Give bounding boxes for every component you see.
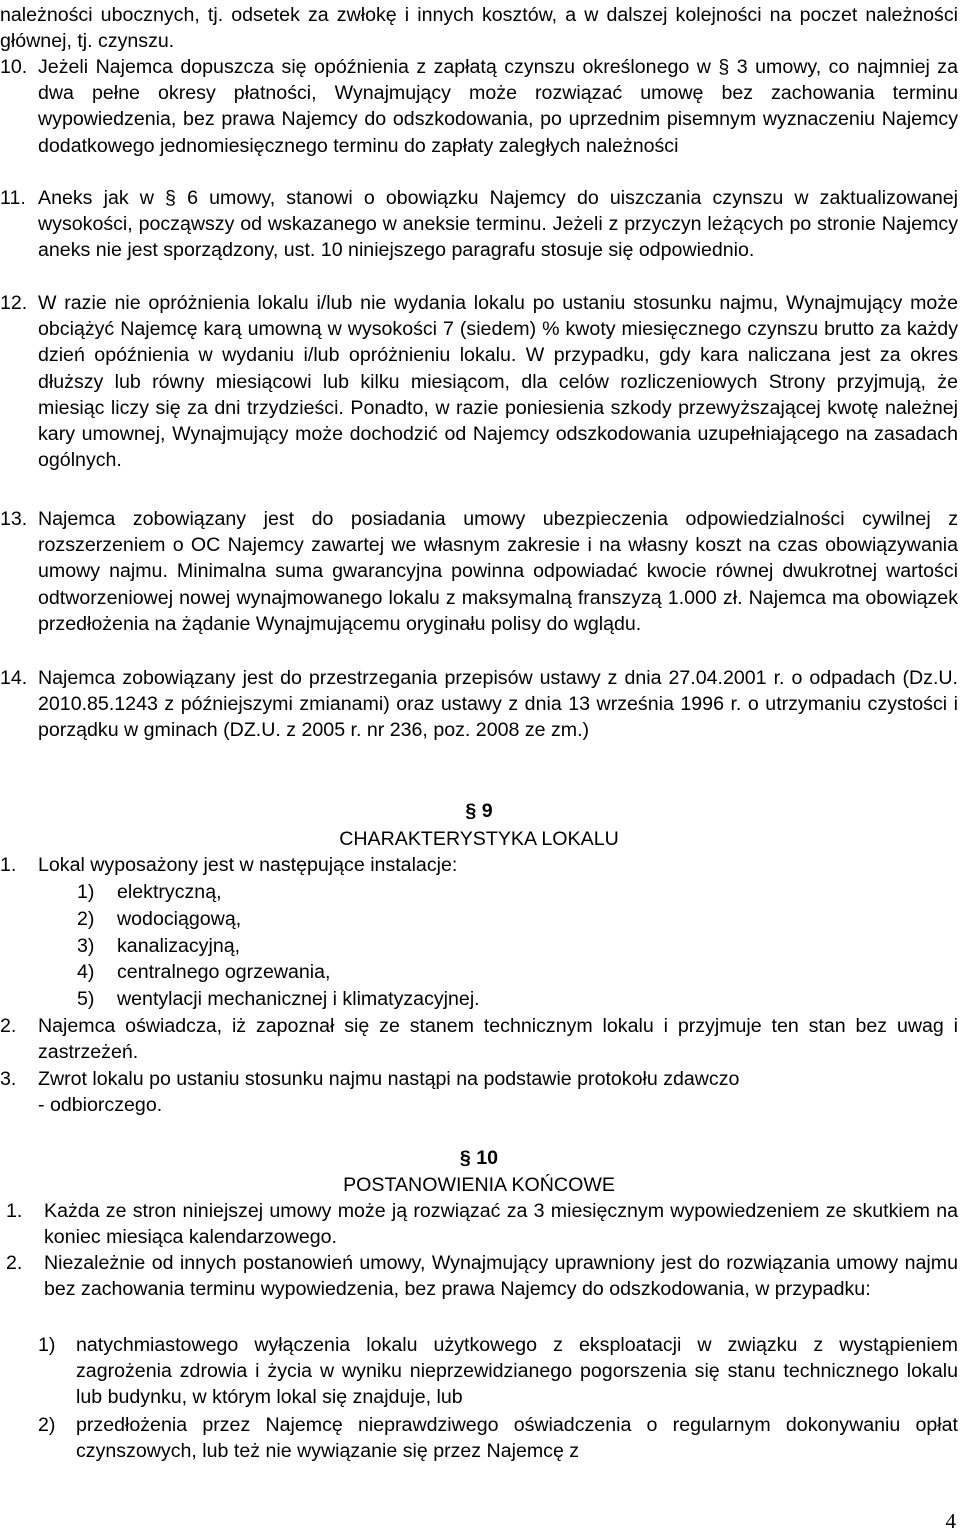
item-text: Najemca zobowiązany jest do przestrzegania przepisów ustawy z dnia 27.04.2001 r. o odpadach (Dz.U. 2010.85.1243 z późniejszymi zmianami) oraz ustawy z dnia 13 września 1996 r. o utrzymaniu czystości i porządku w gminach (DZ.U. z 2005 r. nr 236, poz. 2008 ze zm.) <box>38 667 958 742</box>
case-item <box>38 1412 958 1464</box>
sub-number: 2) <box>38 1414 56 1436</box>
item-number: 3. <box>0 1068 17 1090</box>
sub-number: 5) <box>77 988 95 1010</box>
item-text: Aneks jak w § 6 umowy, stanowi o obowiązku Najemcy do uiszczania czynszu w zaktualizowanej wysokości, począwszy od wskazanego w aneksie terminu. Jeżeli z przyczyn leżących po stronie Najemcy aneks nie jest sporządzony, ust. 10 niniejszego paragrafu stosuje się odpowiednio. <box>38 187 958 262</box>
continuation-paragraph: należności ubocznych, tj. odsetek za zwłokę i innych kosztów, a w dalszej kolejności na poczet należności głównej, tj. czynszu. <box>0 4 958 53</box>
item-text: Najemca zobowiązany jest do posiadania umowy ubezpieczenia odpowiedzialności cywilnej z rozszerzeniem o OC Najemcy zawartej we własnym zakresie i na własny koszt na czas obowiązywania umowy najmu. Minimalna suma gwarancyjna powinna odpowiadać kwocie równej dwukrotnej wartości odtworzeniowej nowej wynajmowanego lokalu z maksymalną franszyzą 1.000 zł. Najemca ma obowiązek przedłożenia na żądanie Wynajmującemu oryginału polisy do wglądu. <box>38 508 958 635</box>
item-number: 14. <box>0 667 28 689</box>
sub-text: centralnego ogrzewania, <box>117 961 331 983</box>
s9-item-3 <box>0 1066 958 1118</box>
section-9-number: § 9 <box>465 800 493 822</box>
section-10-title: POSTANOWIENIA KOŃCOWE <box>343 1174 615 1196</box>
installation-item <box>77 986 480 1012</box>
list-item-13 <box>0 506 958 637</box>
item-text: Jeżeli Najemca dopuszcza się opóźnienia z zapłatą czynszu określonego w § 3 umowy, co najmniej za dwa pełne okresy płatności, Wynajmujący może rozwiązać umowę bez zachowania terminu wypowiedzenia, bez prawa Najemcy do odszkodowania, po uprzednim pisemnym wyznaczeniu Najemcy dodatkowego jednomiesięcznego terminu do zapłaty zaległych należności <box>38 56 958 157</box>
item-number: 10. <box>0 56 28 78</box>
s9-item-2 <box>0 1013 958 1065</box>
sub-number: 1) <box>77 881 95 903</box>
item-text-line-2: - odbiorczego. <box>38 1094 163 1117</box>
installation-item <box>77 879 222 905</box>
item-text: Każda ze stron niniejszej umowy może ją rozwiązać za 3 miesięcznym wypowiedzeniem ze skutkiem na koniec miesiąca kalendarzowego. <box>44 1200 958 1249</box>
installation-item <box>77 933 241 959</box>
item-number: 13. <box>0 508 28 530</box>
sub-text: kanalizacyjną, <box>117 935 241 957</box>
item-number: 1. <box>6 1200 23 1222</box>
case-item <box>38 1332 958 1411</box>
item-text: Lokal wyposażony jest w następujące instalacje: <box>38 854 458 876</box>
list-item-14 <box>0 665 958 744</box>
installation-item <box>77 959 331 985</box>
page-number: 4 <box>945 1509 956 1533</box>
item-text: W razie nie opróżnienia lokalu i/lub nie wydania lokalu po ustaniu stosunku najmu, Wynajmujący może obciążyć Najemcę karą umowną w wysokości 7 (siedem) % kwoty miesięcznego czynszu brutto za każdy dzień opóźnienia w wydaniu i/lub opróżnieniu lokalu. W przypadku, gdy kara naliczana jest za okres dłuższy lub równy miesiącowi lub kilku miesiącom, dla celów rozliczeniowych Strony przyjmują, że miesiąc liczy się za dni trzydzieści. Ponadto, w razie poniesienia szkody przewyższającej kwotę należnej kary umownej, Wynajmujący może dochodzić od Najemcy odszkodowania uzupełniającego na zasadach ogólnych. <box>38 292 958 472</box>
s9-item-1 <box>0 852 958 878</box>
item-number: 1. <box>0 854 17 876</box>
sub-number: 4) <box>77 961 95 983</box>
s10-item-1 <box>0 1198 958 1250</box>
sub-number: 2) <box>77 908 95 930</box>
section-10-number: § 10 <box>459 1147 499 1169</box>
item-text: Niezależnie od innych postanowień umowy, Wynajmujący uprawniony jest do rozwiązania umowy najmu bez zachowania terminu wypowiedzenia, bez prawa Najemcy do odszkodowania, w przypadku: <box>44 1252 958 1301</box>
sub-text: wentylacji mechanicznej i klimatyzacyjnej. <box>117 988 480 1010</box>
s10-item-2 <box>0 1250 958 1302</box>
sub-text: wodociągową, <box>117 908 242 930</box>
sub-text: natychmiastowego wyłączenia lokalu użytkowego z eksploatacji w związku z wystąpieniem zagrożenia zdrowia i życia w wyniku nieprzewidzianego pogorszenia się stanu technicznego lokalu lub budynku, w którym lokal się znajduje, lub <box>76 1334 958 1409</box>
item-number: 11. <box>0 187 26 209</box>
sub-text: przedłożenia przez Najemcę nieprawdziwego oświadczenia o regularnym dokonywaniu opłat czynszowych, lub też nie wywiązanie się przez Najemcę z <box>76 1414 958 1463</box>
list-item-12 <box>0 290 958 473</box>
sub-number: 3) <box>77 935 95 957</box>
list-item-11 <box>0 185 958 264</box>
item-number: 2. <box>0 1015 17 1037</box>
installation-item <box>77 906 242 932</box>
item-text-line-1: Zwrot lokalu po ustaniu stosunku najmu nastąpi na podstawie protokołu zdawczo <box>38 1068 740 1090</box>
item-number: 2. <box>6 1252 23 1274</box>
sub-number: 1) <box>38 1334 56 1356</box>
list-item-10 <box>0 54 958 159</box>
item-number: 12. <box>0 292 28 314</box>
item-text: Najemca oświadcza, iż zapoznał się ze stanem technicznym lokalu i przyjmuje ten stan bez uwag i zastrzeżeń. <box>38 1015 958 1064</box>
sub-text: elektryczną, <box>117 881 222 903</box>
section-9-title: CHARAKTERYSTYKA LOKALU <box>339 828 619 850</box>
